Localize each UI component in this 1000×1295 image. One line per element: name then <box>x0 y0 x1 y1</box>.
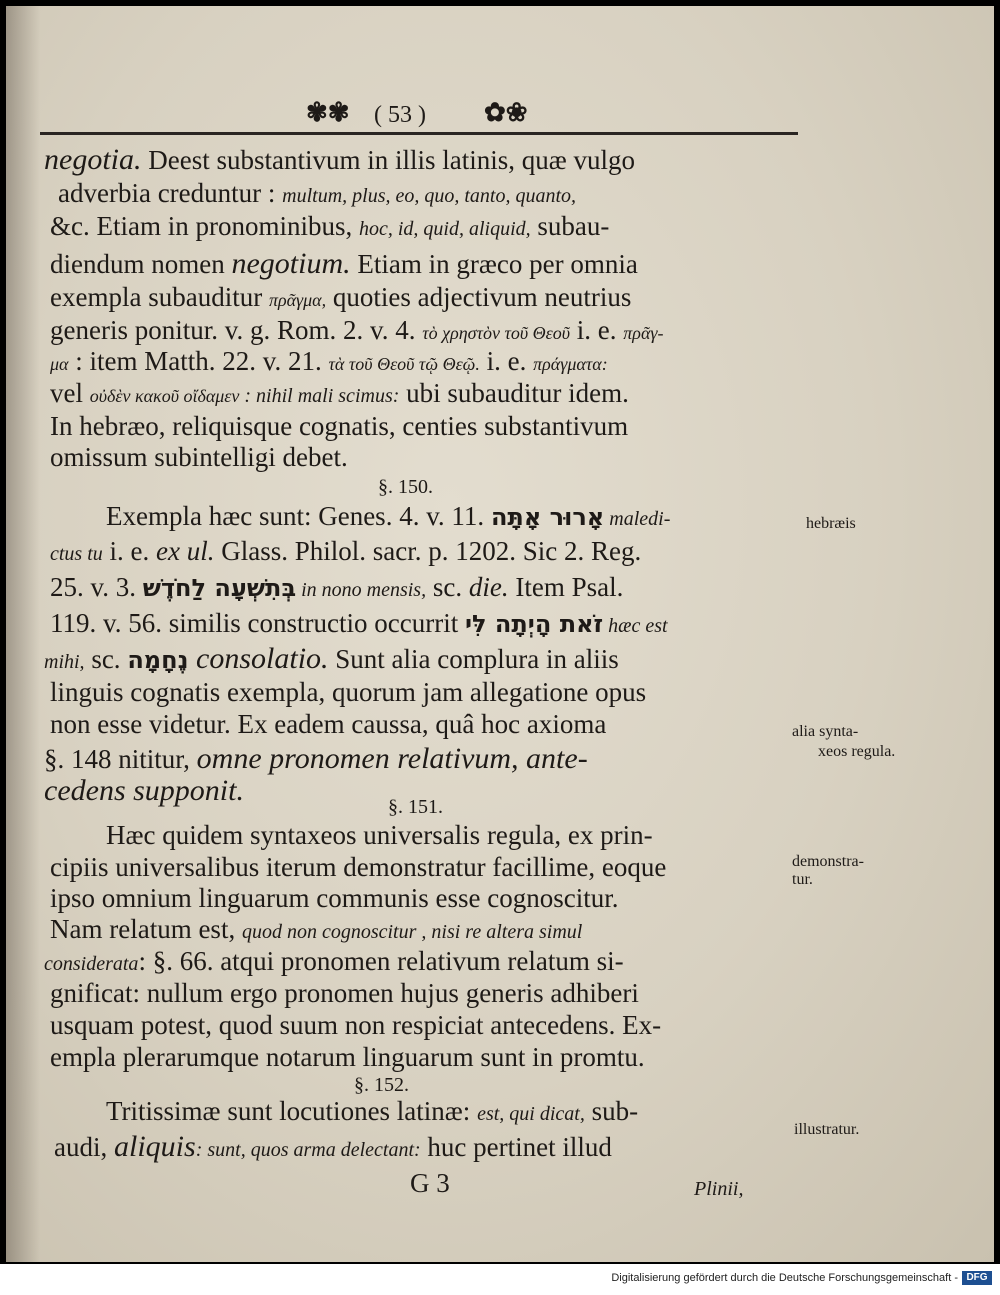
text-span: negotia. <box>44 143 142 176</box>
text-span: i. e. <box>102 536 157 566</box>
text-line-7 <box>50 346 608 379</box>
gutter-shadow <box>6 6 40 1262</box>
page-number: ( 53 ) <box>374 102 426 128</box>
funding-credit: Digitalisierung gefördert durch die Deutsche Forschungsgemeinschaft - <box>611 1272 958 1284</box>
text-span: diendum nomen <box>50 249 232 279</box>
text-span: οὐδὲν κακοῦ οἴδαμεν <box>89 386 240 406</box>
text-line-14 <box>50 608 668 641</box>
text-span: hæc est <box>603 615 668 637</box>
text-span: Exempla hæc sunt: Genes. 4. v. 11. <box>106 501 491 531</box>
text-span: μα <box>50 354 69 374</box>
text-span: aliquis <box>114 1130 196 1163</box>
text-span: ex ul. <box>156 536 215 566</box>
text-span: die. <box>468 572 509 602</box>
text-line-26: usquam potest, quod suum non respiciat antecedens. Ex- <box>50 1010 662 1040</box>
margin-note-hebraeis: hebræis <box>806 515 856 532</box>
text-line-17: non esse videtur. Ex eadem caussa, quâ hoc axioma <box>50 709 607 739</box>
text-span: ctus tu <box>50 543 103 565</box>
text-line-25: gnificat: nullum ergo pronomen hujus generis adhiberi <box>50 978 639 1008</box>
text-line-15 <box>44 644 619 677</box>
text-span: Deest substantivum in illis latinis, quæ vulgo <box>141 145 636 175</box>
text-line-6 <box>50 315 663 348</box>
text-span: subau- <box>530 211 610 241</box>
text-line-22: ipso omnium linguarum communis esse cognoscitur. <box>50 883 619 913</box>
text-line-19: cedens supponit. <box>44 774 244 807</box>
text-line-27: empla plerarumque notarum linguarum sunt in promtu. <box>50 1042 645 1072</box>
text-span: multum, plus, eo, quo, tanto, quanto, <box>282 185 577 207</box>
text-line-24 <box>44 946 624 979</box>
text-span: quoties adjectivum neutrius <box>326 282 632 312</box>
text-span: vel <box>50 378 90 408</box>
text-span: : item Matth. 22. v. 21. <box>68 346 329 376</box>
text-span: τὸ χρηστὸν τοῦ Θεοῦ <box>422 323 571 343</box>
text-span: : nihil mali scimus: <box>239 385 400 407</box>
text-line-29 <box>54 1132 612 1165</box>
text-span: exempla subauditur <box>50 282 269 312</box>
text-span: Nam relatum est, <box>50 914 242 944</box>
margin-note-syntax-rule-1: alia synta- <box>792 723 859 740</box>
text-span: consolatio. <box>188 642 329 675</box>
text-span: sc. <box>426 572 469 602</box>
text-line-12 <box>50 536 641 569</box>
text-span: ubi subauditur idem. <box>399 378 629 408</box>
text-span: Item Psal. <box>508 572 624 602</box>
footer-bar <box>0 1264 1000 1295</box>
text-line-23 <box>50 914 582 947</box>
text-span: §. 148 nititur, <box>44 744 197 774</box>
text-span: sub- <box>584 1096 639 1126</box>
text-span: Glass. Philol. sacr. p. 1202. Sic 2. Reg. <box>214 536 642 566</box>
margin-note-syntax-rule-2: xeos regula. <box>818 743 896 760</box>
page-signature: G 3 <box>410 1168 450 1198</box>
text-span: πρᾶγ- <box>623 323 664 343</box>
text-span: πράγματα: <box>533 354 608 374</box>
dfg-logo: DFG <box>962 1271 992 1285</box>
text-line-1 <box>44 145 635 175</box>
section-heading-150: §. 150. <box>378 476 433 498</box>
text-line-5 <box>50 282 631 315</box>
text-span: hoc, id, quid, aliquid, <box>358 218 531 240</box>
text-span: Sunt alia complura in aliis <box>328 644 619 674</box>
margin-note-illustratur: illustratur. <box>794 1121 860 1138</box>
header-ornament-left: ✾✾ <box>306 98 350 128</box>
text-line-28 <box>106 1096 638 1129</box>
margin-note-demonstratur-1: demonstra- <box>792 853 864 870</box>
text-line-21: cipiis universalibus iterum demonstratur facillime, eoque <box>50 852 667 882</box>
hebrew-text: בְּתִשְׁעָה לַחֹדֶשׁ <box>142 574 297 602</box>
hebrew-text: זֹאת הָיְתָה לִּי <box>464 610 604 638</box>
text-span: huc pertinet illud <box>420 1132 612 1162</box>
text-span: sc. <box>84 644 128 674</box>
text-span: : §. 66. atqui pronomen relativum relatum si- <box>138 946 624 976</box>
margin-note-demonstratur-2: tur. <box>792 871 813 888</box>
scanned-page <box>6 6 994 1262</box>
text-line-16: linguis cognatis exempla, quorum jam allegatione opus <box>50 677 647 707</box>
text-line-13 <box>50 572 623 605</box>
text-span: generis ponitur. v. g. Rom. 2. v. 4. <box>50 315 423 345</box>
text-span: : sunt, quos arma delectant: <box>195 1139 421 1161</box>
section-heading-151: §. 151. <box>388 796 443 818</box>
text-span: audi, <box>54 1132 114 1162</box>
text-span: i. e. <box>479 346 534 376</box>
text-line-9: In hebræo, reliquisque cognatis, centies substantivum <box>50 411 629 441</box>
text-span: omne pronomen relativum, ante- <box>196 742 588 775</box>
catchword: Plinii, <box>694 1178 744 1200</box>
text-line-4 <box>50 249 638 279</box>
text-span: considerata <box>44 953 139 975</box>
text-span: est, qui dicat, <box>477 1103 585 1125</box>
hebrew-text: אָרוּר אָתָּה <box>490 503 605 531</box>
text-span: adverbia creduntur : <box>58 178 283 208</box>
text-line-10: omissum subintelligi debet. <box>50 442 348 472</box>
text-span: Tritissimæ sunt locutiones latinæ: <box>106 1096 478 1126</box>
section-heading-152: §. 152. <box>354 1074 409 1096</box>
text-span: mihi, <box>44 651 85 673</box>
text-span: &c. Etiam in pronominibus, <box>50 211 359 241</box>
text-span: quod non cognoscitur , nisi re altera simul <box>241 921 583 943</box>
text-line-3 <box>50 211 609 244</box>
text-line-20: Hæc quidem syntaxeos universalis regula, ex prin- <box>106 820 653 850</box>
text-line-11 <box>106 501 670 534</box>
text-line-8 <box>50 378 629 411</box>
header-rule <box>40 132 798 135</box>
text-span: i. e. <box>570 315 624 345</box>
header-ornament-right: ✿❀ <box>484 98 528 128</box>
text-line-18 <box>44 744 588 774</box>
text-line-2 <box>58 178 576 211</box>
text-span: negotium. <box>231 247 351 280</box>
text-span: Etiam in græco per omnia <box>350 249 638 279</box>
text-span: πρᾶγμα, <box>268 290 327 310</box>
text-span: in nono mensis, <box>296 579 427 601</box>
text-span: τὰ τοῦ Θεοῦ τῷ Θεῷ. <box>328 354 480 374</box>
text-span: 25. v. 3. <box>50 572 143 602</box>
hebrew-text: נֶחָמָה <box>127 646 189 674</box>
text-span: maledi- <box>604 508 671 530</box>
text-span: 119. v. 56. similis constructio occurrit <box>50 608 465 638</box>
